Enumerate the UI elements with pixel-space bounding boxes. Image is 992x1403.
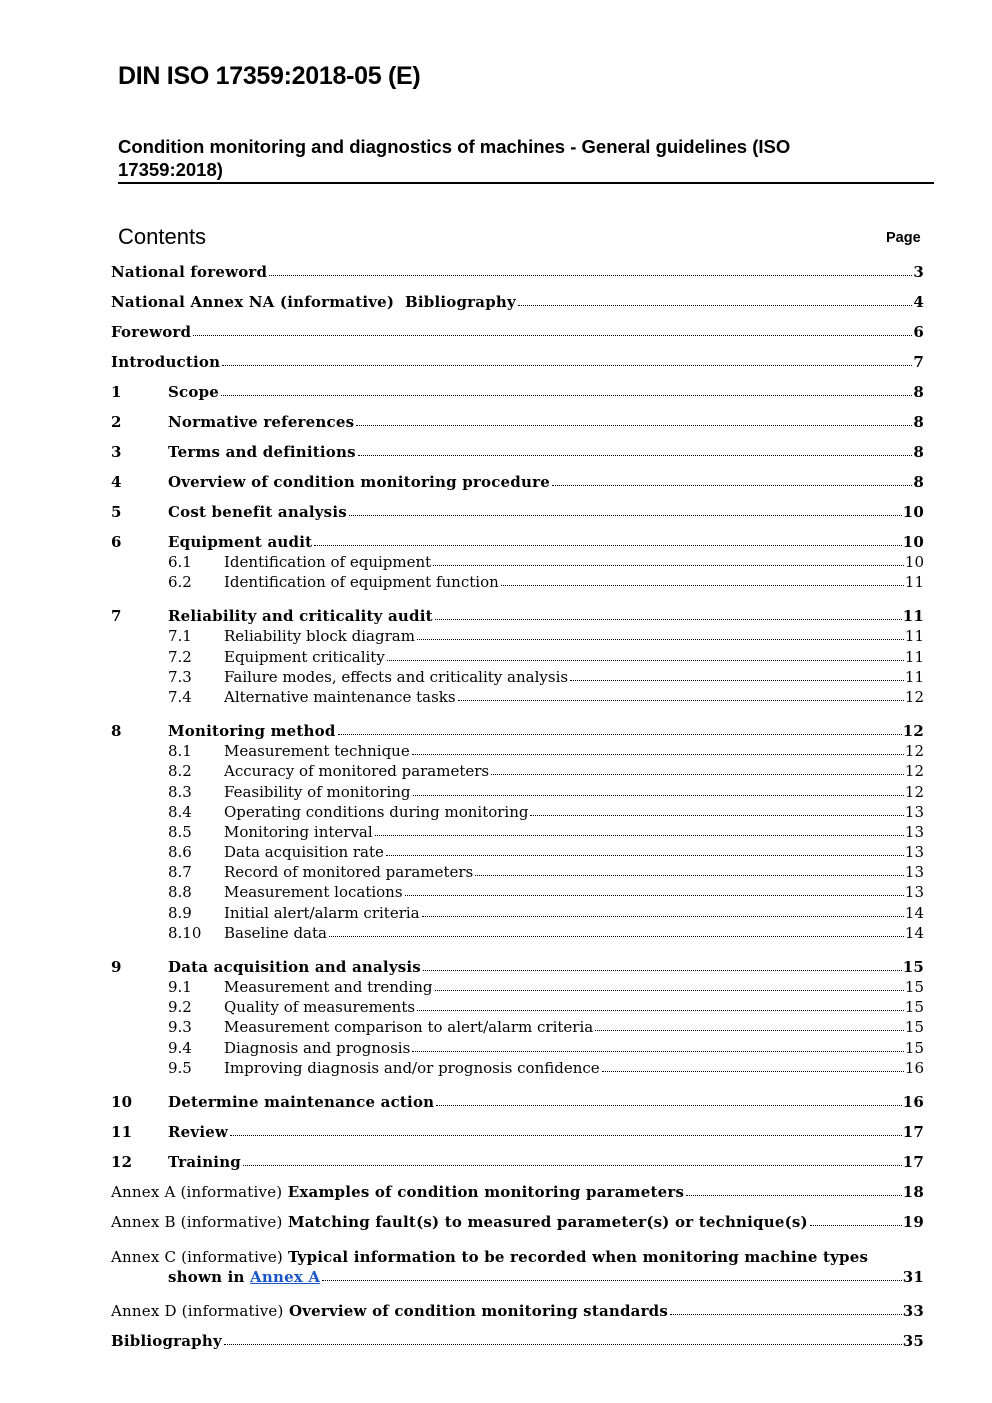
annex-a-link[interactable]: Annex A bbox=[250, 1267, 321, 1286]
toc-entry-subsection-9.3[interactable] bbox=[111, 1017, 924, 1037]
leader-dots bbox=[458, 699, 904, 701]
toc-entry-subsection-8.10[interactable] bbox=[111, 923, 924, 943]
toc-entry-title: Diagnosis and prognosis bbox=[224, 1038, 411, 1057]
leader-dots bbox=[570, 679, 904, 681]
annex-label: Annex D (informative) bbox=[111, 1301, 284, 1320]
toc-entry-title: Introduction bbox=[111, 353, 221, 371]
toc-entry-page: 15 bbox=[904, 1038, 924, 1057]
annex-label: Annex C (informative) bbox=[111, 1247, 283, 1266]
toc-entry-page: 13 bbox=[904, 802, 924, 821]
leader-dots bbox=[222, 364, 912, 366]
toc-entry-subsection-6.2[interactable] bbox=[111, 572, 924, 592]
toc-entry-page: 31 bbox=[902, 1267, 924, 1286]
toc-entry-section-2[interactable] bbox=[111, 408, 924, 438]
leader-dots bbox=[329, 935, 904, 937]
toc-entry-number: 6.1 bbox=[168, 553, 192, 571]
toc-entry-number: 7.2 bbox=[168, 647, 192, 666]
toc-entry-section-4[interactable] bbox=[111, 468, 924, 498]
toc-entry-subsection-8.6[interactable] bbox=[111, 842, 924, 862]
toc-entry-number: 8.3 bbox=[168, 782, 192, 801]
toc-entry-page: 11 bbox=[904, 573, 924, 592]
toc-entry-section-1[interactable] bbox=[111, 378, 924, 408]
toc-entry-subsection-9.2[interactable] bbox=[111, 997, 924, 1017]
toc-entry-page: 10 bbox=[902, 503, 924, 521]
toc-entry-page: 15 bbox=[904, 978, 924, 996]
toc-entry-title: Reliability block diagram bbox=[224, 627, 415, 646]
leader-dots bbox=[224, 1343, 902, 1345]
leader-dots bbox=[405, 894, 904, 896]
leader-dots bbox=[356, 424, 912, 426]
toc-entry-section-11[interactable] bbox=[111, 1118, 924, 1148]
toc-entry-title: Normative references bbox=[168, 413, 355, 431]
toc-entry-title: Alternative maintenance tasks bbox=[224, 687, 456, 706]
leader-dots bbox=[322, 1279, 901, 1281]
toc-entry-subsection-8.2[interactable] bbox=[111, 761, 924, 781]
toc-entry-number: 8 bbox=[111, 722, 122, 741]
toc-entry-number: 2 bbox=[111, 413, 122, 431]
leader-dots bbox=[349, 514, 902, 516]
toc-entry-number: 8.9 bbox=[168, 903, 192, 922]
leader-dots bbox=[417, 1009, 904, 1011]
toc-entry-subsection-8.1[interactable] bbox=[111, 741, 924, 761]
toc-entry-page: 12 bbox=[904, 762, 924, 781]
toc-entry-page: 33 bbox=[902, 1301, 924, 1320]
toc-entry-title: Overview of condition monitoring procedure bbox=[168, 473, 550, 491]
toc-entry-page: 16 bbox=[904, 1058, 924, 1077]
leader-dots bbox=[435, 989, 904, 991]
toc-entry-section-10[interactable] bbox=[111, 1088, 924, 1118]
toc-entry-title: Data acquisition and analysis bbox=[168, 958, 421, 976]
annex-title-continued: shown in bbox=[168, 1267, 245, 1286]
toc-entry-national-foreword[interactable] bbox=[111, 258, 924, 288]
toc-entry-title: Cost benefit analysis bbox=[168, 503, 347, 521]
toc-entry-number: 8.8 bbox=[168, 883, 192, 902]
leader-dots bbox=[670, 1313, 902, 1315]
toc-entry-number: 5 bbox=[111, 503, 122, 521]
toc-entry-page: 11 bbox=[904, 647, 924, 666]
toc-entry-title: Foreword bbox=[111, 323, 192, 341]
toc-entry-page: 17 bbox=[902, 1122, 924, 1141]
toc-entry-subsection-7.2[interactable] bbox=[111, 647, 924, 667]
toc-entry-number: 9.3 bbox=[168, 1018, 192, 1037]
toc-entry-page: 35 bbox=[902, 1331, 924, 1350]
annex-title: Matching fault(s) to measured parameter(s) or technique(s) bbox=[287, 1212, 808, 1231]
toc-entry-title: Monitoring interval bbox=[224, 822, 373, 841]
toc-entry-page: 10 bbox=[902, 533, 924, 551]
toc-entry-page: 15 bbox=[902, 958, 924, 976]
toc-entry-foreword[interactable] bbox=[111, 318, 924, 348]
toc-entry-page: 14 bbox=[904, 923, 924, 942]
toc-entry-number: 9.4 bbox=[168, 1038, 192, 1057]
toc-entry-page: 15 bbox=[904, 998, 924, 1017]
toc-entry-subsection-8.3[interactable] bbox=[111, 782, 924, 802]
toc-entry-annex-a[interactable] bbox=[111, 1178, 924, 1208]
toc-entry-title: National foreword bbox=[111, 263, 268, 281]
toc-entry-title: Feasibility of monitoring bbox=[224, 782, 411, 801]
toc-entry-title: Data acquisition rate bbox=[224, 843, 384, 862]
toc-entry-section-3[interactable] bbox=[111, 438, 924, 468]
toc-entry-title: Equipment audit bbox=[168, 533, 313, 551]
toc-entry-title: Identification of equipment bbox=[224, 553, 432, 571]
annex-title: Overview of condition monitoring standards bbox=[288, 1301, 669, 1320]
toc-entry-number: 6.2 bbox=[168, 573, 192, 592]
toc-entry-title: Equipment criticality bbox=[224, 647, 385, 666]
toc-entry-page: 13 bbox=[904, 883, 924, 902]
leader-dots bbox=[422, 915, 904, 917]
toc-entry-subsection-7.3[interactable] bbox=[111, 667, 924, 687]
toc-entry-title: Terms and definitions bbox=[168, 443, 356, 461]
toc-entry-page: 13 bbox=[904, 822, 924, 841]
toc-entry-title: Baseline data bbox=[224, 923, 327, 942]
toc-entry-number: 9 bbox=[111, 958, 122, 976]
toc-entry-title: National Annex NA (informative) Bibliography bbox=[111, 293, 516, 311]
toc-entry-page: 12 bbox=[904, 687, 924, 706]
toc-entry-number: 8.2 bbox=[168, 762, 192, 781]
toc-entry-title: Improving diagnosis and/or prognosis confidence bbox=[224, 1058, 600, 1077]
leader-dots bbox=[386, 854, 904, 856]
leader-dots bbox=[413, 794, 904, 796]
toc-entry-subsection-8.5[interactable] bbox=[111, 822, 924, 842]
leader-dots bbox=[501, 584, 904, 586]
leader-dots bbox=[221, 394, 912, 396]
toc-entry-national-annex-na[interactable] bbox=[111, 288, 924, 318]
annex-label: Annex B (informative) bbox=[111, 1212, 283, 1231]
toc-entry-title: Measurement locations bbox=[224, 883, 403, 902]
toc-entry-page: 15 bbox=[904, 1018, 924, 1037]
annex-title: Typical information to be recorded when monitoring machine types bbox=[287, 1247, 869, 1266]
leader-dots bbox=[530, 814, 903, 816]
toc-entry-title: Bibliography bbox=[111, 1331, 222, 1350]
table-of-contents bbox=[111, 258, 924, 1357]
toc-entry-title: Measurement technique bbox=[224, 742, 410, 761]
annex-label: Annex A (informative) bbox=[111, 1182, 283, 1201]
toc-entry-number: 7.4 bbox=[168, 687, 192, 706]
toc-entry-section-12[interactable] bbox=[111, 1148, 924, 1178]
toc-subsection-group bbox=[111, 626, 924, 707]
toc-entry-title: Identification of equipment function bbox=[224, 573, 499, 592]
toc-entry-page: 12 bbox=[902, 722, 924, 741]
toc-entry-number: 8.1 bbox=[168, 742, 192, 761]
toc-entry-page: 8 bbox=[913, 413, 924, 431]
contents-heading: Contents bbox=[118, 224, 207, 249]
toc-entry-bibliography[interactable] bbox=[111, 1327, 924, 1357]
toc-entry-page: 7 bbox=[913, 353, 924, 371]
toc-subsection-group bbox=[111, 977, 924, 1078]
toc-entry-title: Operating conditions during monitoring bbox=[224, 802, 529, 821]
toc-entry-number: 7.1 bbox=[168, 627, 192, 646]
toc-entry-number: 9.5 bbox=[168, 1058, 192, 1077]
annex-title: Examples of condition monitoring parameters bbox=[287, 1182, 685, 1201]
leader-dots bbox=[686, 1194, 902, 1196]
toc-entry-subsection-9.4[interactable] bbox=[111, 1038, 924, 1058]
toc-entry-page: 12 bbox=[904, 782, 924, 801]
toc-entry-title: Initial alert/alarm criteria bbox=[224, 903, 420, 922]
leader-dots bbox=[193, 334, 912, 336]
leader-dots bbox=[314, 544, 901, 546]
toc-entry-title: Determine maintenance action bbox=[168, 1092, 435, 1111]
toc-entry-page: 19 bbox=[902, 1212, 924, 1231]
toc-entry-number: 4 bbox=[111, 473, 122, 491]
leader-dots bbox=[552, 484, 912, 486]
leader-dots bbox=[387, 659, 904, 661]
toc-entry-number: 9.2 bbox=[168, 998, 192, 1017]
toc-entry-number: 7 bbox=[111, 607, 122, 626]
toc-entry-page: 11 bbox=[902, 607, 924, 626]
toc-entry-number: 3 bbox=[111, 443, 122, 461]
toc-entry-number: 8.10 bbox=[168, 923, 202, 942]
leader-dots bbox=[375, 834, 904, 836]
toc-entry-page: 17 bbox=[902, 1152, 924, 1171]
toc-entry-page: 11 bbox=[904, 627, 924, 646]
toc-entry-subsection-9.5[interactable] bbox=[111, 1058, 924, 1078]
toc-entry-number: 8.4 bbox=[168, 802, 192, 821]
toc-entry-subsection-7.4[interactable] bbox=[111, 687, 924, 707]
toc-entry-section-5[interactable] bbox=[111, 498, 924, 528]
title-rule bbox=[118, 182, 934, 184]
document-id: DIN ISO 17359:2018-05 (E) bbox=[118, 62, 421, 90]
toc-entry-number: 8.6 bbox=[168, 843, 192, 862]
toc-entry-page: 10 bbox=[904, 553, 924, 571]
toc-entry-number: 7.3 bbox=[168, 667, 192, 686]
leader-dots bbox=[810, 1224, 902, 1226]
leader-dots bbox=[358, 454, 913, 456]
toc-entry-subsection-9.1[interactable] bbox=[111, 977, 924, 997]
leader-dots bbox=[436, 1104, 901, 1106]
toc-entry-page: 6 bbox=[913, 323, 924, 341]
leader-dots bbox=[518, 304, 912, 306]
toc-entry-number: 1 bbox=[111, 383, 122, 401]
toc-entry-annex-d[interactable] bbox=[111, 1297, 924, 1327]
toc-entry-number: 8.7 bbox=[168, 863, 192, 882]
leader-dots bbox=[602, 1070, 904, 1072]
toc-entry-title: Reliability and criticality audit bbox=[168, 607, 433, 626]
toc-entry-title: Measurement comparison to alert/alarm criteria bbox=[224, 1018, 594, 1037]
toc-entry-title: Measurement and trending bbox=[224, 978, 433, 996]
page-column-heading: Page bbox=[886, 230, 921, 246]
leader-dots bbox=[433, 564, 904, 566]
leader-dots bbox=[269, 274, 912, 276]
leader-dots bbox=[595, 1029, 904, 1031]
toc-entry-title: Record of monitored parameters bbox=[224, 863, 474, 882]
toc-entry-page: 8 bbox=[913, 443, 924, 461]
toc-entry-subsection-8.9[interactable] bbox=[111, 903, 924, 923]
toc-entry-title: Monitoring method bbox=[168, 722, 336, 741]
toc-entry-page: 18 bbox=[902, 1182, 924, 1201]
toc-entry-subsection-6.1[interactable] bbox=[111, 552, 924, 572]
toc-entry-page: 16 bbox=[902, 1092, 924, 1111]
toc-entry-page: 3 bbox=[913, 263, 924, 281]
toc-entry-page: 8 bbox=[913, 473, 924, 491]
toc-entry-subsection-8.4[interactable] bbox=[111, 802, 924, 822]
toc-entry-number: 9.1 bbox=[168, 978, 192, 996]
toc-entry-subsection-8.8[interactable] bbox=[111, 882, 924, 902]
toc-entry-title: Failure modes, effects and criticality analysis bbox=[224, 667, 569, 686]
leader-dots bbox=[435, 618, 902, 620]
toc-entry-title: Quality of measurements bbox=[224, 998, 416, 1017]
leader-dots bbox=[417, 638, 904, 640]
toc-entry-number: 12 bbox=[111, 1152, 133, 1171]
leader-dots bbox=[230, 1134, 902, 1136]
toc-entry-introduction[interactable] bbox=[111, 348, 924, 378]
toc-sections bbox=[111, 378, 924, 1178]
toc-entry-title: Scope bbox=[168, 383, 220, 401]
leader-dots bbox=[475, 874, 904, 876]
toc-entry-page: 13 bbox=[904, 843, 924, 862]
toc-entry-title: Accuracy of monitored parameters bbox=[224, 762, 490, 781]
toc-entry-page: 8 bbox=[913, 383, 924, 401]
document-subtitle: Condition monitoring and diagnostics of machines - General guidelines (ISO 17359:2018) bbox=[118, 136, 791, 180]
toc-entry-page: 4 bbox=[913, 293, 924, 311]
toc-entry-annex-c[interactable] bbox=[111, 1238, 924, 1287]
leader-dots bbox=[243, 1164, 902, 1166]
leader-dots bbox=[423, 969, 902, 971]
leader-dots bbox=[491, 773, 904, 775]
toc-entry-title: Training bbox=[168, 1152, 241, 1171]
toc-entry-title: Review bbox=[168, 1122, 229, 1141]
toc-entry-number: 6 bbox=[111, 533, 122, 551]
toc-entry-subsection-7.1[interactable] bbox=[111, 626, 924, 646]
toc-entry-number: 8.5 bbox=[168, 822, 192, 841]
leader-dots bbox=[412, 1050, 904, 1052]
toc-entry-page: 11 bbox=[904, 667, 924, 686]
toc-entry-page: 12 bbox=[904, 742, 924, 761]
toc-subsection-group bbox=[111, 552, 924, 592]
toc-entry-annex-b[interactable] bbox=[111, 1208, 924, 1238]
toc-entry-number: 11 bbox=[111, 1122, 133, 1141]
leader-dots bbox=[412, 753, 904, 755]
toc-entry-page: 14 bbox=[904, 903, 924, 922]
toc-entry-subsection-8.7[interactable] bbox=[111, 862, 924, 882]
toc-entry-page: 13 bbox=[904, 863, 924, 882]
toc-subsection-group bbox=[111, 741, 924, 943]
toc-entry-number: 10 bbox=[111, 1092, 133, 1111]
leader-dots bbox=[338, 733, 902, 735]
